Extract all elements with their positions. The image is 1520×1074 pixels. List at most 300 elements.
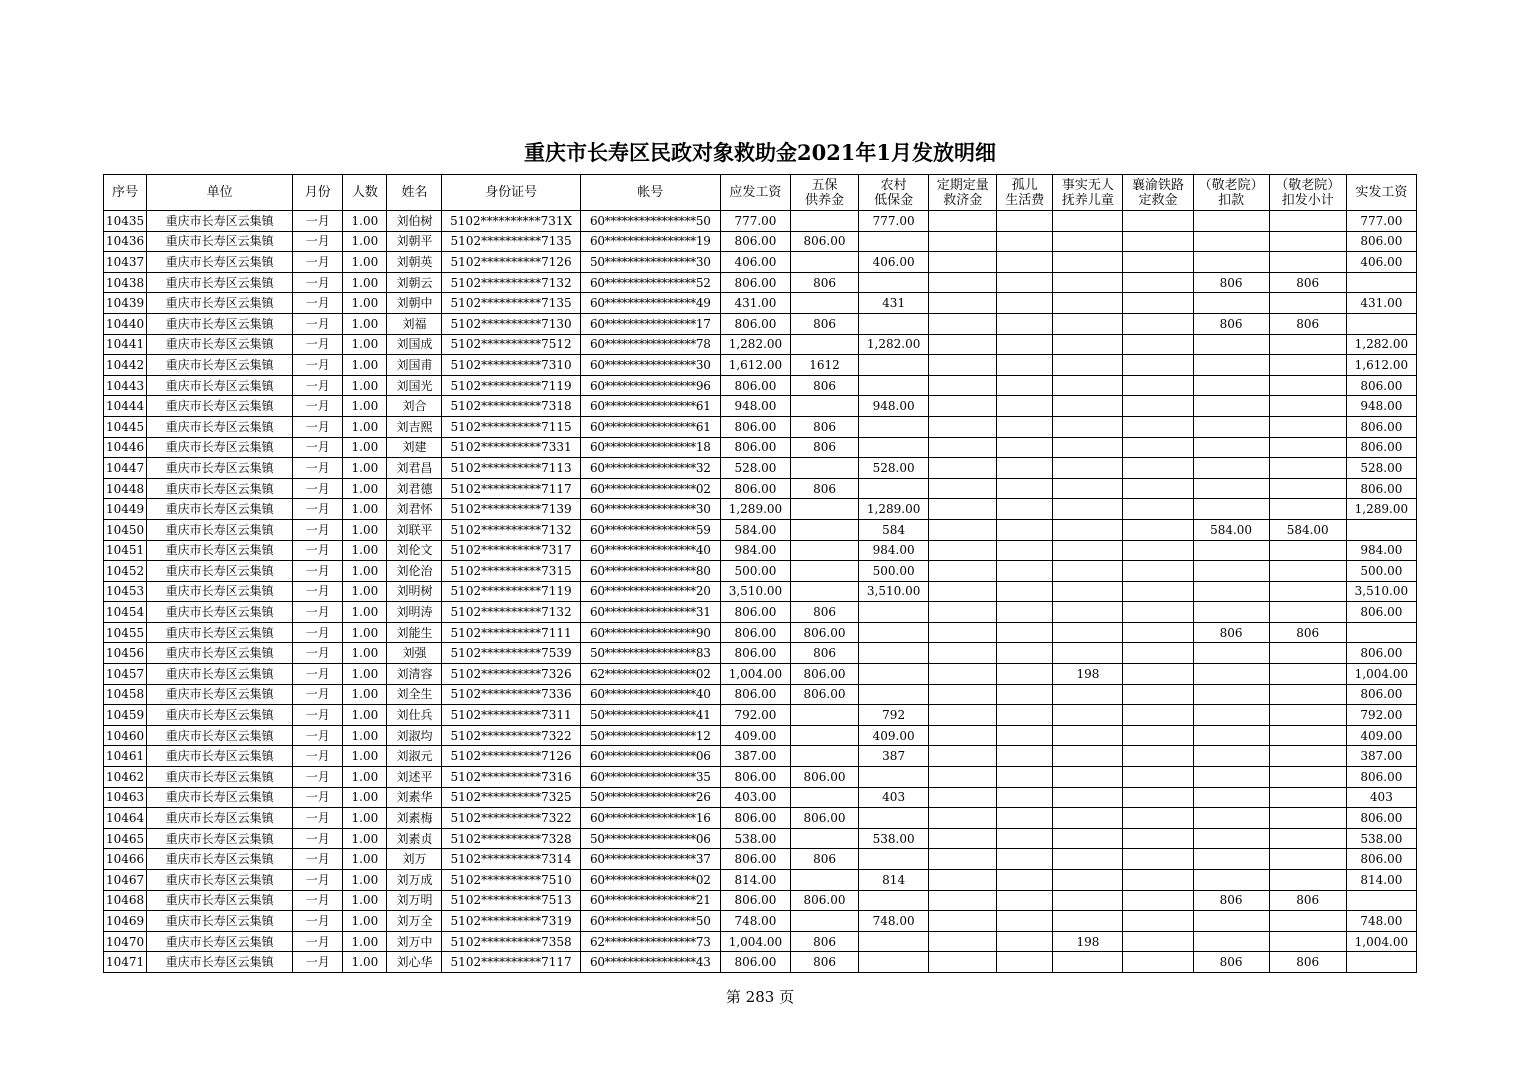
column-header [720, 175, 790, 211]
table-cell [1053, 355, 1123, 376]
table-cell: 10450 [104, 519, 147, 540]
table-cell [1053, 458, 1123, 479]
table-cell [929, 808, 997, 829]
table-cell [790, 334, 858, 355]
column-header [859, 175, 929, 211]
table-row [104, 705, 1417, 726]
table-cell: 60****************40 [580, 684, 720, 705]
table-cell: 重庆市长寿区云集镇 [147, 313, 293, 334]
table-cell [997, 478, 1053, 499]
column-header-label: 月份 [304, 185, 331, 200]
table-row [104, 828, 1417, 849]
table-cell [790, 705, 858, 726]
table-cell: 刘素华 [387, 787, 442, 808]
table-cell: 5102**********7119 [442, 375, 580, 396]
table-cell [1193, 870, 1269, 891]
column-header-label: （敬老院） [1275, 177, 1341, 193]
table-cell [1123, 911, 1193, 932]
table-cell: 重庆市长寿区云集镇 [147, 561, 293, 582]
table-cell: 刘万明 [387, 890, 442, 911]
table-cell [1193, 416, 1269, 437]
table-cell: 一月 [293, 952, 343, 973]
table-cell: 1.00 [343, 643, 387, 664]
table-cell [859, 602, 929, 623]
table-cell: 刘君德 [387, 478, 442, 499]
table-cell: 刘国甫 [387, 355, 442, 376]
table-cell: 528.00 [859, 458, 929, 479]
table-cell: 1,289.00 [720, 499, 790, 520]
table-cell [1053, 581, 1123, 602]
table-cell [997, 437, 1053, 458]
table-cell [1269, 931, 1346, 952]
table-cell: 60****************78 [580, 334, 720, 355]
table-cell: 重庆市长寿区云集镇 [147, 664, 293, 685]
table-cell [1123, 746, 1193, 767]
column-header [1346, 175, 1416, 211]
table-cell: 重庆市长寿区云集镇 [147, 437, 293, 458]
table-cell: 806.00 [790, 231, 858, 252]
column-header-label: 姓名 [401, 185, 428, 200]
table-cell [1053, 890, 1123, 911]
table-cell: 10442 [104, 355, 147, 376]
table-row [104, 870, 1417, 891]
table-cell [997, 355, 1053, 376]
table-cell [1269, 581, 1346, 602]
table-cell [1269, 684, 1346, 705]
table-cell [1269, 705, 1346, 726]
table-cell: 5102**********7322 [442, 725, 580, 746]
table-cell: 50****************83 [580, 643, 720, 664]
table-cell: 806 [1193, 952, 1269, 973]
table-cell: 5102**********7539 [442, 643, 580, 664]
table-cell [1123, 231, 1193, 252]
table-row [104, 622, 1417, 643]
table-cell: 1.00 [343, 870, 387, 891]
table-cell: 806.00 [720, 478, 790, 499]
table-cell: 重庆市长寿区云集镇 [147, 808, 293, 829]
table-cell: 重庆市长寿区云集镇 [147, 890, 293, 911]
column-header [387, 175, 442, 211]
table-cell: 403 [859, 787, 929, 808]
table-cell [997, 313, 1053, 334]
table-cell [1123, 252, 1193, 273]
table-cell: 5102**********7318 [442, 396, 580, 417]
table-cell: 60****************02 [580, 478, 720, 499]
column-header-label: 定期定量 [936, 177, 989, 193]
table-cell [790, 499, 858, 520]
table-cell: 10458 [104, 684, 147, 705]
table-cell: 10469 [104, 911, 147, 932]
table-cell: 1.00 [343, 684, 387, 705]
table-cell: 5102**********7358 [442, 931, 580, 952]
table-cell: 806.00 [720, 602, 790, 623]
table-cell: 387.00 [720, 746, 790, 767]
table-cell [790, 396, 858, 417]
table-cell: 重庆市长寿区云集镇 [147, 252, 293, 273]
table-cell [1123, 540, 1193, 561]
table-cell: 1,004.00 [720, 664, 790, 685]
table-cell: 60****************61 [580, 396, 720, 417]
table-cell [1269, 334, 1346, 355]
table-cell: 1.00 [343, 499, 387, 520]
table-cell: 50****************12 [580, 725, 720, 746]
table-cell: 806 [790, 849, 858, 870]
table-cell [859, 355, 929, 376]
table-cell: 一月 [293, 478, 343, 499]
table-cell [1269, 602, 1346, 623]
table-cell: 5102**********7328 [442, 828, 580, 849]
table-cell [997, 725, 1053, 746]
table-cell [1193, 375, 1269, 396]
table-cell [1193, 849, 1269, 870]
table-cell [1193, 664, 1269, 685]
table-cell: 50****************26 [580, 787, 720, 808]
table-row [104, 643, 1417, 664]
column-header-label: 人数 [351, 185, 378, 200]
table-cell: 984.00 [859, 540, 929, 561]
table-cell: 806.00 [1346, 437, 1416, 458]
table-cell [929, 416, 997, 437]
table-cell: 50****************30 [580, 252, 720, 273]
table-cell: 62****************02 [580, 664, 720, 685]
table-cell: 806.00 [720, 437, 790, 458]
table-cell [929, 478, 997, 499]
table-cell [1123, 870, 1193, 891]
table-cell [1193, 478, 1269, 499]
table-cell: 60****************90 [580, 622, 720, 643]
table-cell: 一月 [293, 396, 343, 417]
table-cell: 10468 [104, 890, 147, 911]
table-cell [1123, 828, 1193, 849]
table-cell [1053, 870, 1123, 891]
table-cell: 刘强 [387, 643, 442, 664]
table-cell: 538.00 [720, 828, 790, 849]
table-cell: 5102**********7317 [442, 540, 580, 561]
table-row [104, 519, 1417, 540]
table-cell: 刘国成 [387, 334, 442, 355]
table-cell [929, 437, 997, 458]
table-cell: 一月 [293, 828, 343, 849]
table-cell: 584 [859, 519, 929, 540]
table-cell: 806.00 [1346, 478, 1416, 499]
table-cell: 1.00 [343, 519, 387, 540]
table-cell: 刘朝中 [387, 293, 442, 314]
column-header [147, 175, 293, 211]
table-cell: 10467 [104, 870, 147, 891]
table-cell: 5102**********7130 [442, 313, 580, 334]
table-cell: 一月 [293, 293, 343, 314]
table-cell: 刘明涛 [387, 602, 442, 623]
table-cell: 1,289.00 [1346, 499, 1416, 520]
table-cell [1269, 252, 1346, 273]
table-cell: 60****************80 [580, 561, 720, 582]
column-header [1053, 175, 1123, 211]
table-cell [929, 767, 997, 788]
table-cell [859, 643, 929, 664]
table-cell: 806.00 [1346, 375, 1416, 396]
table-cell [1193, 705, 1269, 726]
table-cell [859, 849, 929, 870]
table-cell: 1,004.00 [1346, 664, 1416, 685]
table-cell [997, 767, 1053, 788]
table-cell [1123, 396, 1193, 417]
table-cell: 刘朝英 [387, 252, 442, 273]
table-cell [859, 416, 929, 437]
table-cell [1193, 211, 1269, 232]
table-cell [790, 211, 858, 232]
table-cell [1053, 602, 1123, 623]
table-cell: 重庆市长寿区云集镇 [147, 849, 293, 870]
table-cell: 刘君昌 [387, 458, 442, 479]
table-row [104, 664, 1417, 685]
column-header [1269, 175, 1346, 211]
table-cell [997, 870, 1053, 891]
table-cell: 5102**********7135 [442, 231, 580, 252]
column-header-label: 序号 [112, 185, 139, 200]
table-cell [1053, 416, 1123, 437]
table-cell: 重庆市长寿区云集镇 [147, 334, 293, 355]
table-cell [1053, 313, 1123, 334]
table-cell [997, 396, 1053, 417]
table-cell: 一月 [293, 746, 343, 767]
table-cell: 10448 [104, 478, 147, 499]
table-cell: 重庆市长寿区云集镇 [147, 293, 293, 314]
table-cell: 重庆市长寿区云集镇 [147, 375, 293, 396]
table-cell [1123, 355, 1193, 376]
table-cell: 刘素贞 [387, 828, 442, 849]
table-cell [1053, 231, 1123, 252]
table-cell: 806 [790, 416, 858, 437]
table-cell: 3,510.00 [720, 581, 790, 602]
table-cell [1123, 808, 1193, 829]
table-cell: 5102**********7117 [442, 478, 580, 499]
table-cell: 一月 [293, 416, 343, 437]
table-cell: 406.00 [720, 252, 790, 273]
table-cell: 60****************50 [580, 211, 720, 232]
table-cell [1053, 952, 1123, 973]
table-cell: 重庆市长寿区云集镇 [147, 211, 293, 232]
table-cell: 806.00 [720, 952, 790, 973]
table-cell [790, 828, 858, 849]
table-cell: 3,510.00 [859, 581, 929, 602]
table-row [104, 911, 1417, 932]
table-cell: 1,282.00 [859, 334, 929, 355]
table-cell [790, 725, 858, 746]
table-cell: 1.00 [343, 252, 387, 273]
table-cell: 10436 [104, 231, 147, 252]
table-cell: 刘伦文 [387, 540, 442, 561]
table-cell: 10459 [104, 705, 147, 726]
table-cell [1123, 684, 1193, 705]
table-cell: 重庆市长寿区云集镇 [147, 746, 293, 767]
table-cell [1193, 540, 1269, 561]
table-cell: 806 [790, 952, 858, 973]
table-cell [1193, 684, 1269, 705]
table-row [104, 931, 1417, 952]
table-cell [1053, 705, 1123, 726]
payment-table [103, 174, 1417, 973]
table-cell [790, 911, 858, 932]
table-cell [929, 746, 997, 767]
table-cell: 刘合 [387, 396, 442, 417]
table-cell: 806.00 [790, 664, 858, 685]
table-cell [1269, 437, 1346, 458]
table-cell [1269, 231, 1346, 252]
table-cell: 198 [1053, 664, 1123, 685]
table-row [104, 787, 1417, 808]
table-cell: 1,004.00 [720, 931, 790, 952]
table-cell: 814.00 [1346, 870, 1416, 891]
table-cell [790, 787, 858, 808]
table-cell: 刘国光 [387, 375, 442, 396]
table-cell [929, 561, 997, 582]
table-cell [1053, 211, 1123, 232]
table-cell: 500.00 [859, 561, 929, 582]
table-cell: 406.00 [859, 252, 929, 273]
table-cell [1053, 396, 1123, 417]
column-header-label: 单位 [206, 185, 233, 200]
table-cell [1269, 911, 1346, 932]
table-cell [997, 664, 1053, 685]
table-cell: 5102**********7322 [442, 808, 580, 829]
table-cell: 1.00 [343, 231, 387, 252]
table-cell: 1.00 [343, 375, 387, 396]
table-cell [1269, 211, 1346, 232]
table-cell [929, 499, 997, 520]
column-header [343, 175, 387, 211]
table-cell: 刘仕兵 [387, 705, 442, 726]
table-cell [929, 458, 997, 479]
table-cell [929, 664, 997, 685]
table-cell: 重庆市长寿区云集镇 [147, 622, 293, 643]
table-cell: 一月 [293, 252, 343, 273]
column-header-label: 救济金 [943, 192, 983, 208]
table-cell: 1.00 [343, 602, 387, 623]
table-row [104, 396, 1417, 417]
table-cell: 60****************50 [580, 911, 720, 932]
column-header-label: 五保 [811, 177, 838, 193]
table-cell: 刘能生 [387, 622, 442, 643]
table-cell [1269, 499, 1346, 520]
table-cell: 1.00 [343, 664, 387, 685]
table-cell: 10449 [104, 499, 147, 520]
table-cell: 10460 [104, 725, 147, 746]
table-cell: 10437 [104, 252, 147, 273]
table-cell: 5102**********7132 [442, 272, 580, 293]
table-cell: 一月 [293, 664, 343, 685]
table-cell: 5102**********7117 [442, 952, 580, 973]
table-row [104, 581, 1417, 602]
table-cell [997, 684, 1053, 705]
table-cell: 1.00 [343, 725, 387, 746]
table-cell: 一月 [293, 375, 343, 396]
table-cell: 重庆市长寿区云集镇 [147, 458, 293, 479]
table-cell: 60****************30 [580, 355, 720, 376]
table-cell [1123, 931, 1193, 952]
table-cell [929, 911, 997, 932]
table-cell [1193, 767, 1269, 788]
table-cell [1123, 334, 1193, 355]
table-cell [1123, 478, 1193, 499]
table-cell [1053, 334, 1123, 355]
table-cell: 一月 [293, 499, 343, 520]
table-cell [1123, 581, 1193, 602]
table-cell: 10444 [104, 396, 147, 417]
table-cell: 10471 [104, 952, 147, 973]
table-row [104, 890, 1417, 911]
column-header-label: 事实无人 [1061, 177, 1114, 193]
table-cell [859, 313, 929, 334]
table-cell: 1.00 [343, 911, 387, 932]
table-cell [1269, 355, 1346, 376]
table-cell: 806.00 [1346, 231, 1416, 252]
table-row [104, 725, 1417, 746]
table-cell [929, 787, 997, 808]
table-cell: 刘万中 [387, 931, 442, 952]
table-cell: 777.00 [1346, 211, 1416, 232]
table-cell [929, 313, 997, 334]
table-cell: 806 [1269, 622, 1346, 643]
table-cell: 806 [1193, 622, 1269, 643]
table-cell [929, 705, 997, 726]
table-cell: 10439 [104, 293, 147, 314]
table-cell [790, 293, 858, 314]
table-cell [997, 416, 1053, 437]
table-cell: 一月 [293, 870, 343, 891]
table-cell [997, 849, 1053, 870]
table-cell: 777.00 [720, 211, 790, 232]
table-cell [1269, 540, 1346, 561]
column-header-label: （敬老院） [1198, 177, 1264, 193]
table-cell [1123, 643, 1193, 664]
table-cell: 806 [1193, 272, 1269, 293]
table-cell [1346, 313, 1416, 334]
table-cell: 5102**********7510 [442, 870, 580, 891]
table-cell [1193, 746, 1269, 767]
table-cell: 刘建 [387, 437, 442, 458]
table-cell [1269, 664, 1346, 685]
table-cell [929, 890, 997, 911]
table-cell [997, 808, 1053, 829]
table-cell: 1.00 [343, 622, 387, 643]
column-header-label: 身份证号 [485, 185, 538, 200]
table-cell: 806 [1193, 890, 1269, 911]
table-cell [1053, 561, 1123, 582]
table-cell: 806.00 [1346, 767, 1416, 788]
table-cell [1123, 437, 1193, 458]
table-cell [1269, 828, 1346, 849]
table-cell: 60****************61 [580, 416, 720, 437]
table-row [104, 499, 1417, 520]
table-cell: 1,612.00 [1346, 355, 1416, 376]
table-cell [1053, 725, 1123, 746]
table-cell [1053, 252, 1123, 273]
table-cell: 一月 [293, 602, 343, 623]
table-cell [1123, 705, 1193, 726]
table-cell: 1.00 [343, 293, 387, 314]
table-cell: 一月 [293, 787, 343, 808]
table-cell: 重庆市长寿区云集镇 [147, 931, 293, 952]
table-cell: 60****************32 [580, 458, 720, 479]
table-cell [1053, 499, 1123, 520]
table-cell: 60****************49 [580, 293, 720, 314]
table-cell [997, 952, 1053, 973]
table-cell: 777.00 [859, 211, 929, 232]
table-cell [1193, 396, 1269, 417]
table-cell: 748.00 [720, 911, 790, 932]
table-cell: 5102**********7119 [442, 581, 580, 602]
table-cell [1193, 293, 1269, 314]
